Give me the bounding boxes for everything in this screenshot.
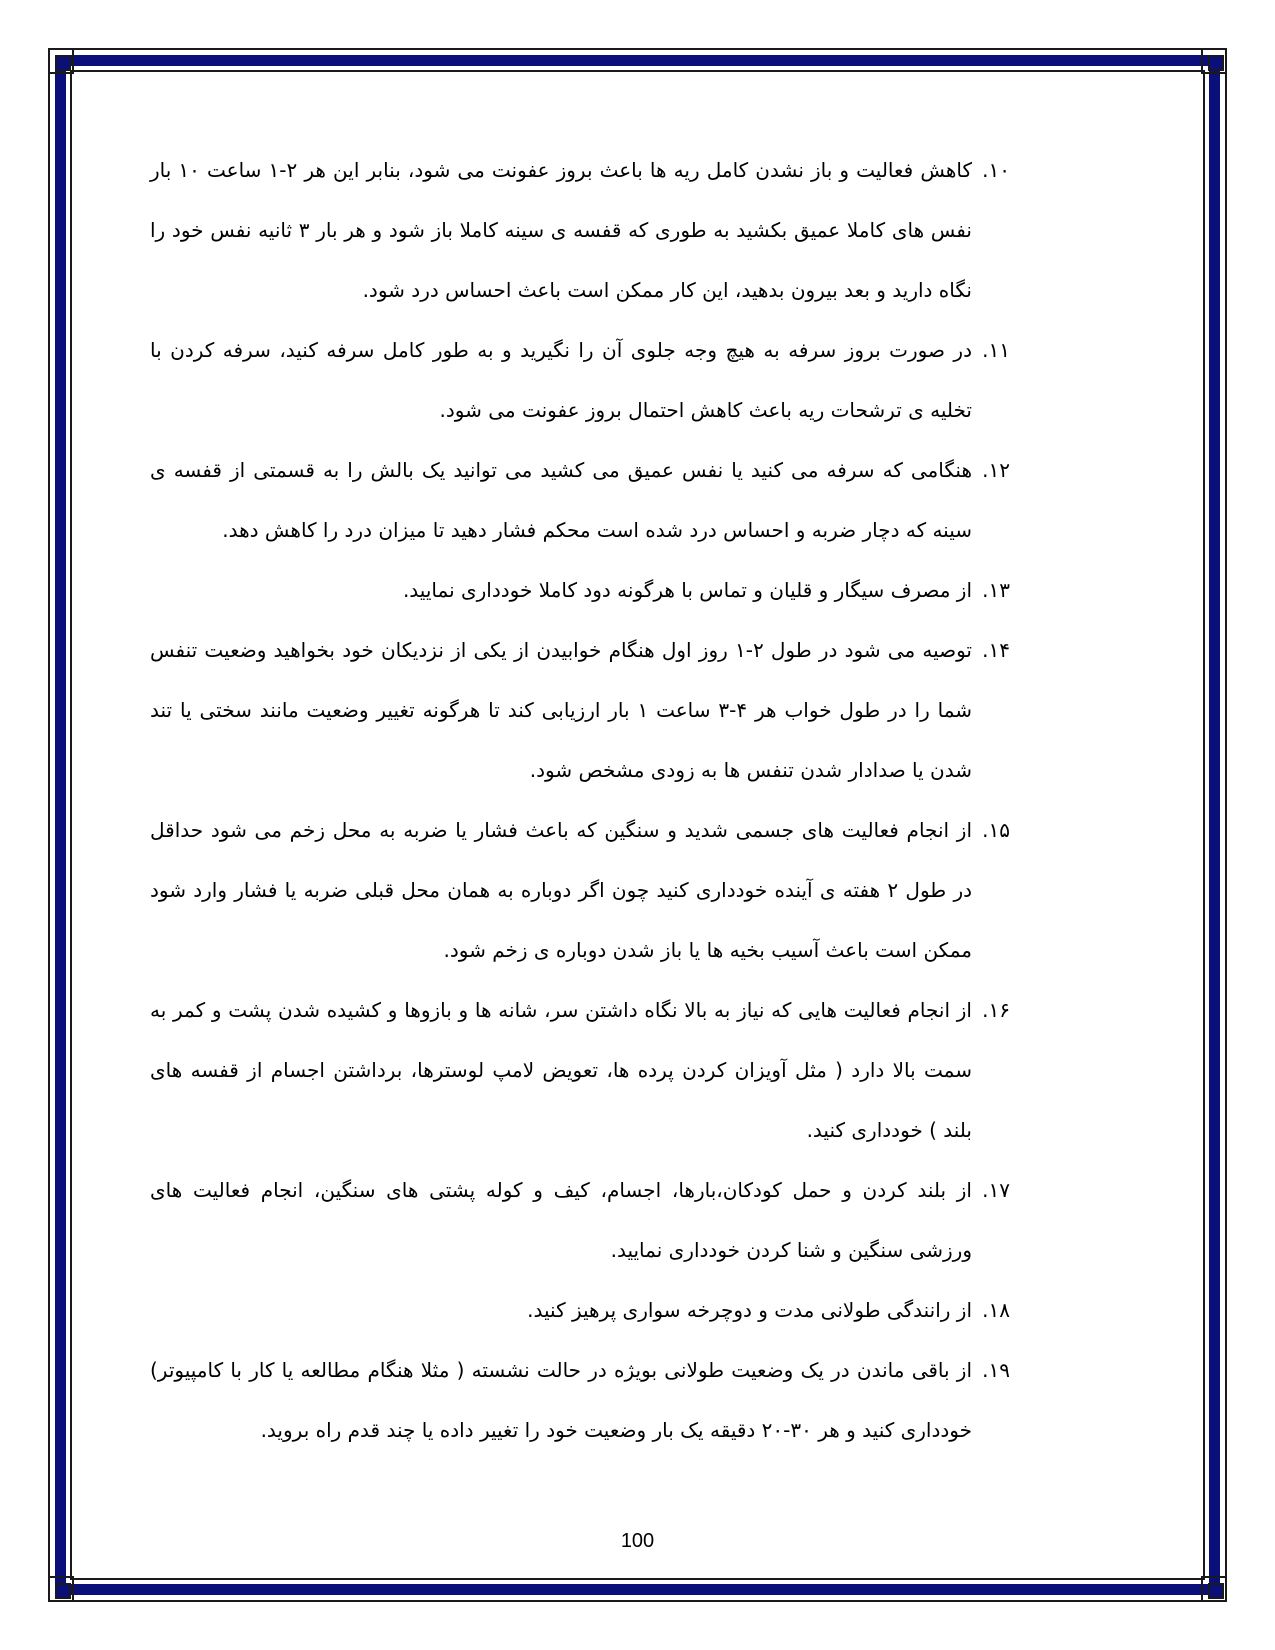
item-number: ۱۰. — [982, 158, 1010, 182]
item-number: ۱۸. — [982, 1298, 1010, 1322]
list-item — [150, 1280, 1010, 1340]
item-text: از مصرف سیگار و قلیان و تماس با هرگونه دود کاملا خودداری نمایید. — [402, 578, 972, 602]
item-text: از باقی ماندن در یک وضعیت طولانی بویژه در حالت نشسته ( مثلا هنگام مطالعه یا کار با کامپیوتر) خودداری کنید و هر ۳۰-۲۰ دقیقه یک بار وضعیت خود را تغییر داده یا چند قدم راه بروید. — [150, 1358, 972, 1442]
item-number: ۱۶. — [982, 998, 1010, 1022]
item-number: ۱۳. — [982, 578, 1010, 602]
item-number: ۱۲. — [982, 458, 1010, 482]
item-number: ۱۹. — [982, 1358, 1010, 1382]
list-item — [150, 320, 1010, 440]
corner-ornament-bottom-left — [48, 1576, 74, 1602]
instruction-list — [150, 140, 1010, 1460]
corner-ornament-top-left — [48, 48, 74, 74]
item-text: از بلند کردن و حمل کودکان،بارها، اجسام، کیف و کوله پشتی های سنگین، انجام فعالیت های ورزشی سنگین و شنا کردن خودداری نمایید. — [150, 1178, 972, 1262]
list-item — [150, 440, 1010, 560]
item-number: ۱۴. — [982, 638, 1010, 662]
list-item — [150, 980, 1010, 1160]
corner-ornament-bottom-right — [1201, 1576, 1227, 1602]
item-text: کاهش فعالیت و باز نشدن کامل ریه ها باعث بروز عفونت می شود، بنابر این هر ۲-۱ ساعت ۱۰ بار نفس های کاملا عمیق بکشید به طوری که قفسه ی سینه کاملا باز شود و هر بار ۳ ثانیه نفس خود را نگاه دارید و بعد بیرون بدهید، این کار ممکن است باعث احساس درد شود. — [150, 158, 972, 302]
list-item — [150, 560, 1010, 620]
list-item — [150, 1160, 1010, 1280]
list-item — [150, 1340, 1010, 1460]
item-text: از رانندگی طولانی مدت و دوچرخه سواری پرهیز کنید. — [527, 1298, 972, 1322]
item-text: هنگامی که سرفه می کنید یا نفس عمیق می کشید می توانید یک بالش را به قسمتی از قفسه ی سینه که دچار ضربه و احساس درد شده است محکم فشار دهید تا میزان درد را کاهش دهد. — [150, 458, 972, 542]
item-text: از انجام فعالیت هایی که نیاز به بالا نگاه داشتن سر، شانه ها و بازوها و کشیده شدن پشت و کمر به سمت بالا دارد ( مثل آویزان کردن پرده ها، تعویض لامپ لوسترها، برداشتن اجسام از قفسه های بلند ) خودداری کنید. — [150, 998, 972, 1142]
item-text: از انجام فعالیت های جسمی شدید و سنگین که باعث فشار یا ضربه به محل زخم می شود حداقل در طول ۲ هفته ی آینده خودداری کنید چون اگر دوباره به همان محل قبلی ضربه یا فشار وارد شود ممکن است باعث آسیب بخیه ها یا باز شدن دوباره ی زخم شود. — [150, 818, 973, 962]
list-item — [150, 140, 1010, 320]
list-item — [150, 800, 1010, 980]
item-number: ۱۷. — [982, 1178, 1010, 1202]
corner-ornament-top-right — [1201, 48, 1227, 74]
item-text: در صورت بروز سرفه به هیچ وجه جلوی آن را نگیرید و به طور کامل سرفه کنید، سرفه کردن با تخلیه ی ترشحات ریه باعث کاهش احتمال بروز عفونت می شود. — [150, 338, 972, 422]
item-text: توصیه می شود در طول ۲-۱ روز اول هنگام خوابیدن از یکی از نزدیکان خود بخواهید وضعیت تنفس شما را در طول خواب هر ۴-۳ ساعت ۱ بار ارزیابی کند تا هرگونه تغییر وضعیت مانند سختی یا تند شدن یا صدادار شدن تنفس ها به زودی مشخص شود. — [150, 638, 973, 782]
item-number: ۱۱. — [982, 338, 1010, 362]
page-number: 100 — [620, 1530, 655, 1552]
list-item — [150, 620, 1010, 800]
item-number: ۱۵. — [982, 818, 1010, 842]
